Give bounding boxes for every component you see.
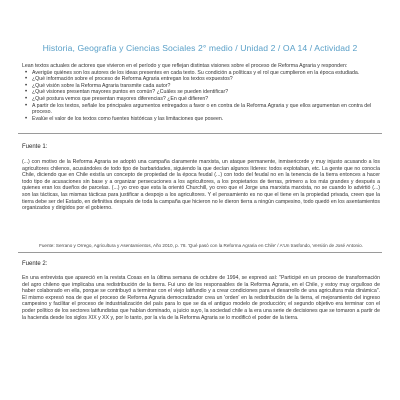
source-1-label: Fuente 1: xyxy=(22,144,48,150)
question-item: • Averigüe quiénes son los autores de los ideas presentes en cada texto. Su condición a políticas y el rol que cumplieron en la época estudiada. xyxy=(32,70,380,77)
question-item: • A partir de los textos, señale los principales argumentos entregados a favor o en contra de la Reforma Agraria y que ellos argumentan en contra del proceso. xyxy=(32,103,380,116)
page-title: Historia, Geografía y Ciencias Sociales 2° medio / Unidad 2 / OA 14 / Actividad 2 xyxy=(42,43,358,53)
question-item: • Evalúe el valor de los textos como fuentes históricas y las limitaciones que poseen. xyxy=(32,116,380,123)
source-2-label: Fuente 2: xyxy=(22,261,48,267)
question-item: • ¿Qué postura vemos que presentan mayores diferencias? ¿En qué difieren? xyxy=(32,96,380,103)
question-item: • ¿Qué visión sobre la Reforma Agraria transmite cada autor? xyxy=(32,83,380,90)
source-1-caption: Fuente: Serrano y Orrego, Agricultura y Asentamientos, Año 2010, p. 78. 'Qué pasó con la Reforma Agraria en Chile' / A'Un trasfondo, Versión de José Antonio. xyxy=(39,243,363,248)
instructions-intro: Lean textos actuales de actores que vivieron en el período y que reflejan distintas visiones sobre el proceso de Reforma Agraria y responden: xyxy=(22,63,348,69)
question-item: • ¿Qué información sobre el proceso de Reforma Agraria entregan los textos expuestos? xyxy=(32,76,380,83)
source-2-text: En una entrevista que apareció en la revista Cosas en la última semana de octubre de 1994, se expresó así: "Participé en un proceso de transformación del agro chileno que implicaba una redistribución de la tierra. Fui uno de los responsables de la Reforma Agraria, en el Chile, y estoy muy orgulloso de haber colaborado en ella, porque se contribuyó a terminar con el viejo latifundio y a crear condiciones para el desarrollo de una agricultura más dinámica". El mismo expresó noa de que el proceso de Reforma Agraria democratizador crea un 'orden' en la redistribución de la tierra, el mejoramiento del ingreso campesino y facilitar el proceso de industrialización del país para lo que se da el antiguo modelo de producción; el segundo objetivo era terminar con el poder político de los sectores latifundistas que habían dominado, a juicio suyo, la sociedad chile a la era una serie de decisiones que se tomaron a partir de la hacienda desde los siglos XIX y XX y, por lo tanto, por la vía de la Reforma Agraria se lo modificó el poder de la tierra. xyxy=(22,275,380,321)
question-list xyxy=(22,70,380,123)
activity-instructions xyxy=(22,63,380,122)
section-divider xyxy=(18,252,382,253)
question-item: • ¿Qué visiones presentan mayores puntos en común? ¿Cuáles se pueden identificar? xyxy=(32,89,380,96)
section-divider xyxy=(18,133,382,134)
source-1-text: (...) con motivo de la Reforma Agraria se adoptó una campaña claramente marxista, un ataque permanente, inmisericorde y muy injusto acusando a los agricultores chilenos, acusándoles de todo tipo de barbaridades, siguiendo la que decían algunos líderes: todos explotaban, etc. La gente que no conocía Chile, diciendo que en Chile existía un concepto de propiedad de la época feudal (...) con todo del feudal no en la tenencia de la tierra entonces a hacer todo tipo de acusaciones sin base y a organizar persecuciones a los agricultores, a los propietarios de tierras, primero a los más grandes y después a quienes eran los dueños de parcelas. (...) yo creo que esta la orientó Churchill, yo creo que el Jorge una marxista marxista, no se cuando lo advirtió (...) son las tácticas, las mismas tácticas para justificar a despojo a los agricultores. Y el pensamiento es no que el tiene en la propiedad privada, creen que la tierra debe ser del Estado, en definitiva después de toda la campaña que hicieron no le dieron tierra a ningún campesino, todo quedó en los asentamientos organizados y dirigidos por el gobierno. xyxy=(22,159,380,212)
